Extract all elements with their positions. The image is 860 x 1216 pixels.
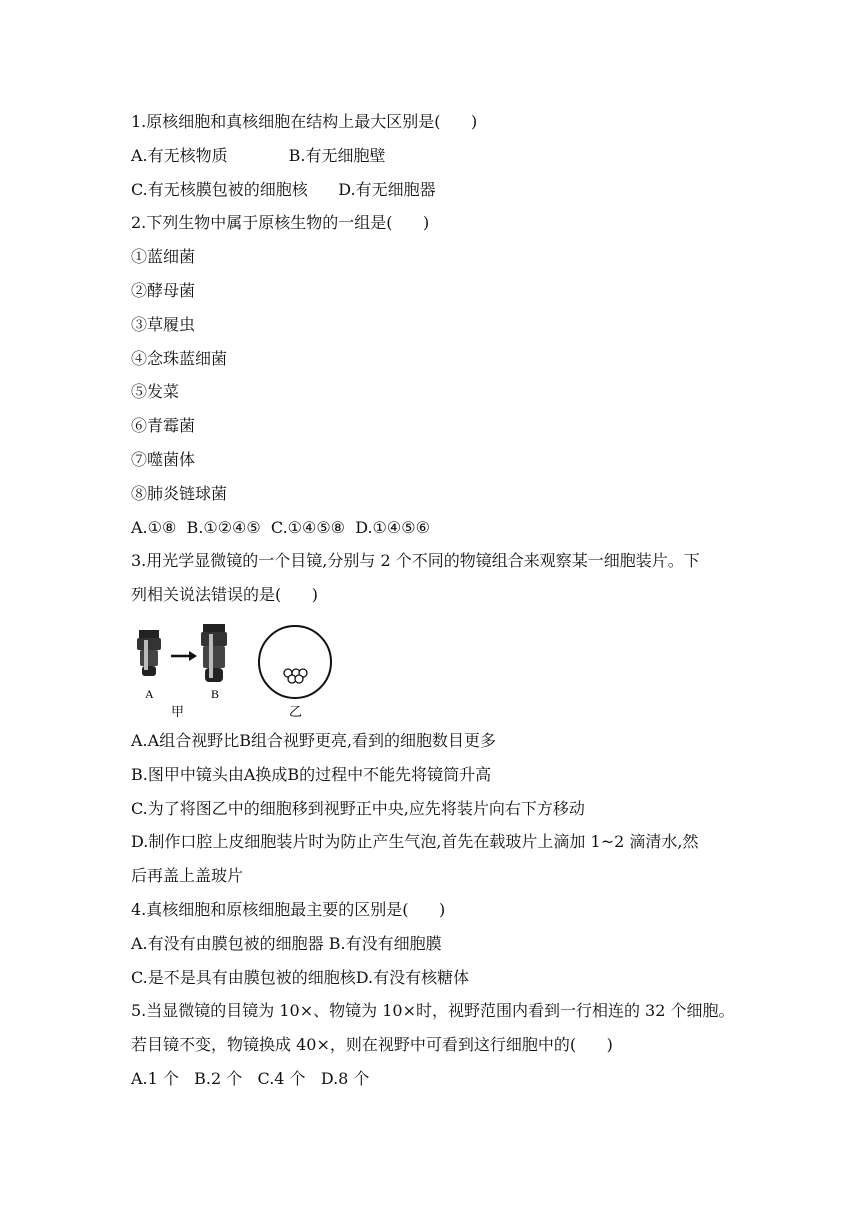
q3-stem-line1: 3.用光学显微镜的一个目镜,分别与 2 个不同的物镜组合来观察某一细胞装片。下 — [131, 551, 700, 571]
q2-item: ⑦噬菌体 — [131, 449, 196, 469]
caption-right: 乙 — [289, 704, 303, 718]
arrow-icon — [171, 651, 197, 661]
field-of-view-icon — [259, 626, 331, 698]
q5-stem-line2: 若目镜不变，物镜换成 40×，则在视野中可看到这行细胞中的( ) — [131, 1035, 613, 1055]
q1-options-cd: C.有无核膜包被的细胞核 D.有无细胞器 — [131, 179, 436, 199]
label-a: A — [145, 686, 154, 701]
objective-lens-a-icon — [137, 630, 161, 676]
q4-options-ab: A.有没有由膜包被的细胞器 B.有没有细胞膜 — [131, 933, 442, 953]
q2-item: ④念珠蓝细菌 — [131, 348, 228, 368]
caption-left: 甲 — [171, 704, 185, 718]
q3-option-d-line1: D.制作口腔上皮细胞装片时为防止产生气泡,首先在载玻片上滴加 1~2 滴清水,然 — [131, 832, 699, 852]
q2-options: A.①⑧ B.①②④⑤ C.①④⑤⑧ D.①④⑤⑥ — [131, 517, 430, 537]
q1-options-ab: A.有无核物质 B.有无细胞壁 — [131, 145, 386, 165]
q3-stem-line2: 列相关说法错误的是( ) — [131, 585, 319, 605]
q3-option-d-line2: 后再盖上盖玻片 — [131, 866, 244, 886]
q2-item: ②酵母菌 — [131, 280, 196, 300]
q3-option-b: B.图甲中镜头由A换成B的过程中不能先将镜筒升高 — [131, 764, 492, 784]
q2-item: ⑥青霉菌 — [131, 416, 196, 436]
q4-options-cd: C.是不是具有由膜包被的细胞核D.有没有核糖体 — [131, 967, 470, 987]
q2-item: ⑤发菜 — [131, 382, 180, 402]
q1-stem: 1.原核细胞和真核细胞在结构上最大区别是( ) — [131, 112, 478, 131]
q3-option-c: C.为了将图乙中的细胞移到视野正中央,应先将装片向右下方移动 — [131, 798, 585, 818]
q2-stem: 2.下列生物中属于原核生物的一组是( ) — [131, 213, 430, 233]
microscope-figure — [131, 622, 341, 718]
q4-stem: 4.真核细胞和原核细胞最主要的区别是( ) — [131, 899, 446, 919]
q2-item: ③草履虫 — [131, 314, 196, 334]
q2-item: ①蓝细菌 — [131, 247, 196, 267]
objective-lens-b-icon — [201, 624, 227, 682]
q5-stem-line1: 5.当显微镜的目镜为 10×、物镜为 10×时，视野范围内看到一行相连的 32 个细胞。 — [131, 1001, 735, 1021]
q5-options: A.1 个 B.2 个 C.4 个 D.8 个 — [131, 1068, 370, 1088]
q3-figure — [131, 622, 751, 718]
q2-item: ⑧肺炎链球菌 — [131, 483, 228, 503]
label-b: B — [211, 686, 220, 701]
worksheet-page — [131, 105, 751, 1096]
q3-option-a: A.A组合视野比B组合视野更亮,看到的细胞数目更多 — [131, 730, 497, 750]
